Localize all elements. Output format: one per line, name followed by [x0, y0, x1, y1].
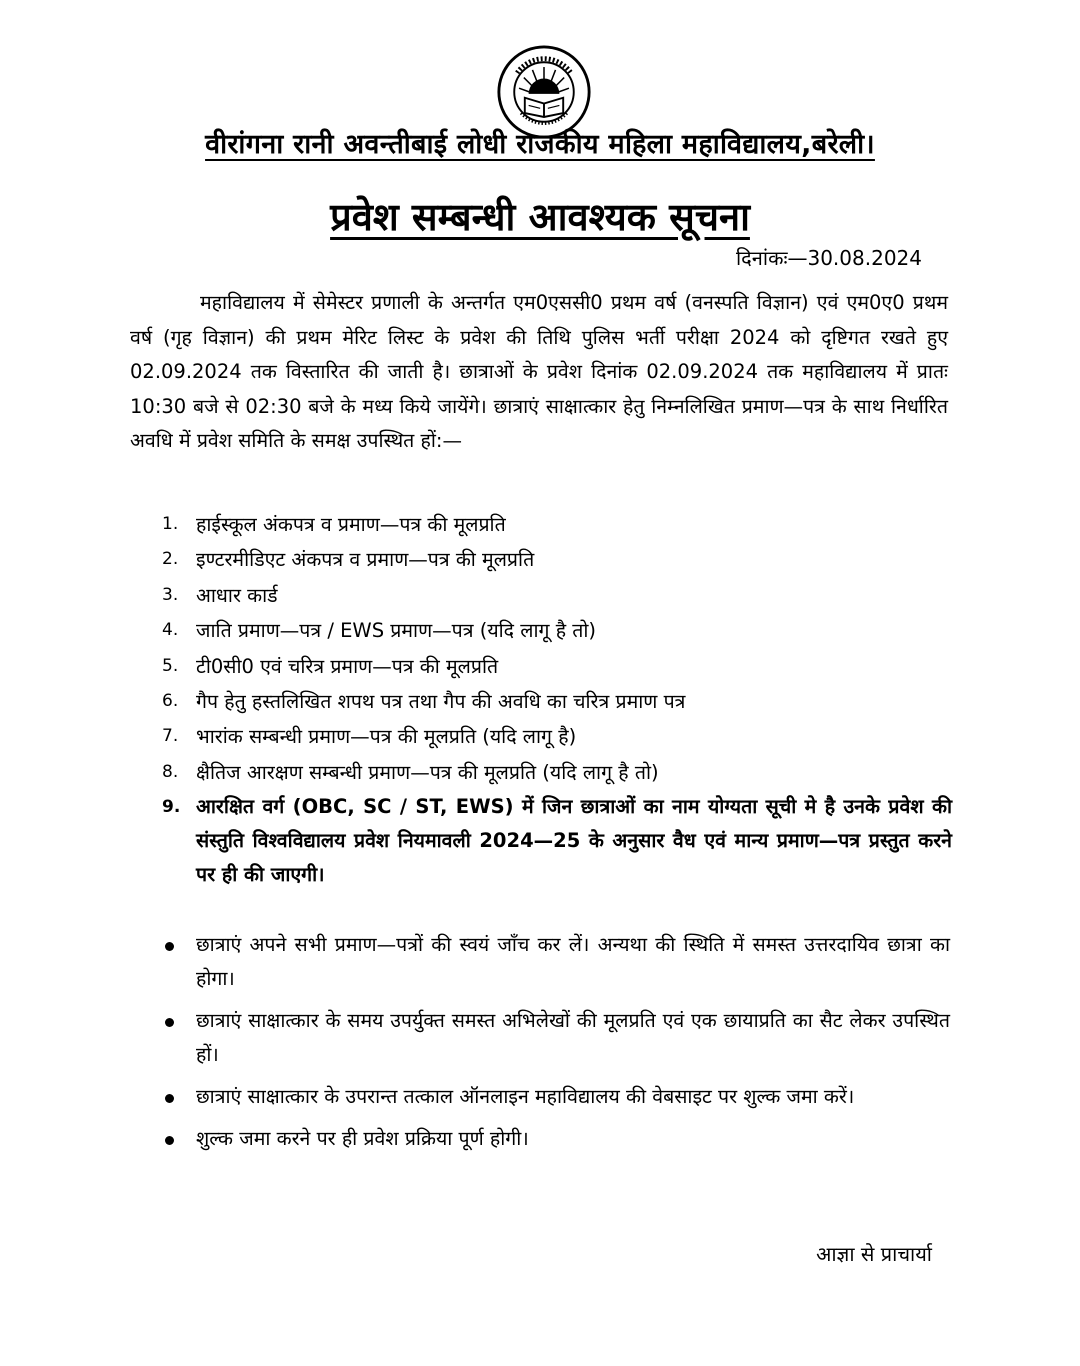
item-text: इण्टरमीडिएट अंकपत्र व प्रमाण—पत्र की मूलप्रति	[196, 548, 535, 572]
document-item	[162, 507, 952, 542]
bullet-icon	[162, 928, 196, 996]
bullet-icon	[162, 1004, 196, 1072]
item-number: 9.	[162, 797, 181, 818]
item-text: भारांक सम्बन्धी प्रमाण—पत्र की मूलप्रति (यदि लागू है)	[196, 725, 577, 749]
principal-signature: आज्ञा से प्राचार्या	[816, 1242, 932, 1266]
item-number: 6.	[162, 691, 179, 712]
document-item	[162, 578, 952, 613]
item-number: 2.	[162, 549, 179, 570]
item-text: जाति प्रमाण—पत्र / EWS प्रमाण—पत्र (यदि लागू है तो)	[196, 619, 597, 643]
document-item-reserved-category	[162, 790, 952, 892]
notice-date: दिनांकः—30.08.2024	[736, 246, 922, 270]
instruction-item	[162, 928, 950, 996]
instruction-item	[162, 1080, 950, 1114]
intro-paragraph: महाविद्यालय में सेमेस्टर प्रणाली के अन्तर्गत एम0एससी0 प्रथम वर्ष (वनस्पति विज्ञान) एवं एम0ए0 प्रथम वर्ष (गृह विज्ञान) की प्रथम मेरिट लिस्ट के प्रवेश की तिथि पुलिस भर्ती परीक्षा 2024 को दृष्टिगत रखते हुए 02.09.2024 तक विस्तारित की जाती है। छात्राओं के प्रवेश दिनांक 02.09.2024 तक महाविद्यालय में प्रातः 10:30 बजे से 02:30 बजे के मध्य किये जायेंगे। छात्राएं साक्षात्कार हेतु निम्नलिखित प्रमाण—पत्र के साथ निर्धारित अवधि में प्रवेश समिति के समक्ष उपस्थित हों:—	[130, 291, 948, 452]
document-item	[162, 684, 952, 719]
document-item	[162, 613, 952, 648]
item-text: आरक्षित वर्ग (OBC, SC / ST, EWS) में जिन छात्राओं का नाम योग्यता सूची मे है उनके प्रवेश की संस्तुति विश्वविद्यालय प्रवेश नियमावली 2024—25 के अनुसार वैध एवं मान्य प्रमाण—पत्र प्रस्तुत करने पर ही की जाएगी।	[196, 795, 952, 887]
instruction-list	[162, 928, 950, 1164]
instruction-item	[162, 1122, 950, 1156]
item-text: हाईस्कूल अंकपत्र व प्रमाण—पत्र की मूलप्रति	[196, 513, 506, 536]
notice-title: प्रवेश सम्बन्धी आवश्यक सूचना	[330, 195, 750, 239]
item-number: 7.	[162, 726, 179, 747]
document-item	[162, 755, 952, 790]
item-number: 3.	[162, 584, 179, 605]
bullet-icon	[162, 1080, 196, 1114]
item-text: आधार कार्ड	[196, 583, 278, 607]
document-item	[162, 649, 952, 684]
instruction-item	[162, 1004, 950, 1072]
item-text: टी0सी0 एवं चरित्र प्रमाण—पत्र की मूलप्रति	[196, 654, 499, 678]
bullet-icon	[162, 1122, 196, 1156]
item-number: 4.	[162, 620, 179, 641]
instruction-text: छात्राएं साक्षात्कार के उपरान्त तत्काल ऑनलाइन महाविद्यालय की वेबसाइट पर शुल्क जमा करें।	[196, 1085, 855, 1108]
document-list	[162, 507, 952, 892]
college-name: वीरांगना रानी अवन्तीबाई लोधी राजकीय महिला महाविद्यालय,बरेली।	[205, 129, 875, 160]
item-text: गैप हेतु हस्तलिखित शपथ पत्र तथा गैप की अवधि का चरित्र प्रमाण पत्र	[196, 690, 686, 714]
item-number: 5.	[162, 655, 179, 676]
item-number: 1.	[162, 514, 179, 534]
item-text: क्षैतिज आरक्षण सम्बन्धी प्रमाण—पत्र की मूलप्रति (यदि लागू है तो)	[196, 760, 659, 784]
instruction-text: छात्राएं साक्षात्कार के समय उपर्युक्त समस्त अभिलेखों की मूलप्रति एवं एक छायाप्रति का सैट लेकर उपस्थित हों।	[196, 1009, 950, 1066]
document-item	[162, 542, 952, 577]
instruction-text: छात्राएं अपने सभी प्रमाण—पत्रों की स्वयं जाँच कर लें। अन्यथा की स्थिति में समस्त उत्तरदायिव छात्रा का होगा।	[196, 933, 950, 990]
instruction-text: शुल्क जमा करने पर ही प्रवेश प्रक्रिया पूर्ण होगी।	[196, 1127, 529, 1150]
document-item	[162, 719, 952, 754]
item-number: 8.	[162, 761, 179, 782]
